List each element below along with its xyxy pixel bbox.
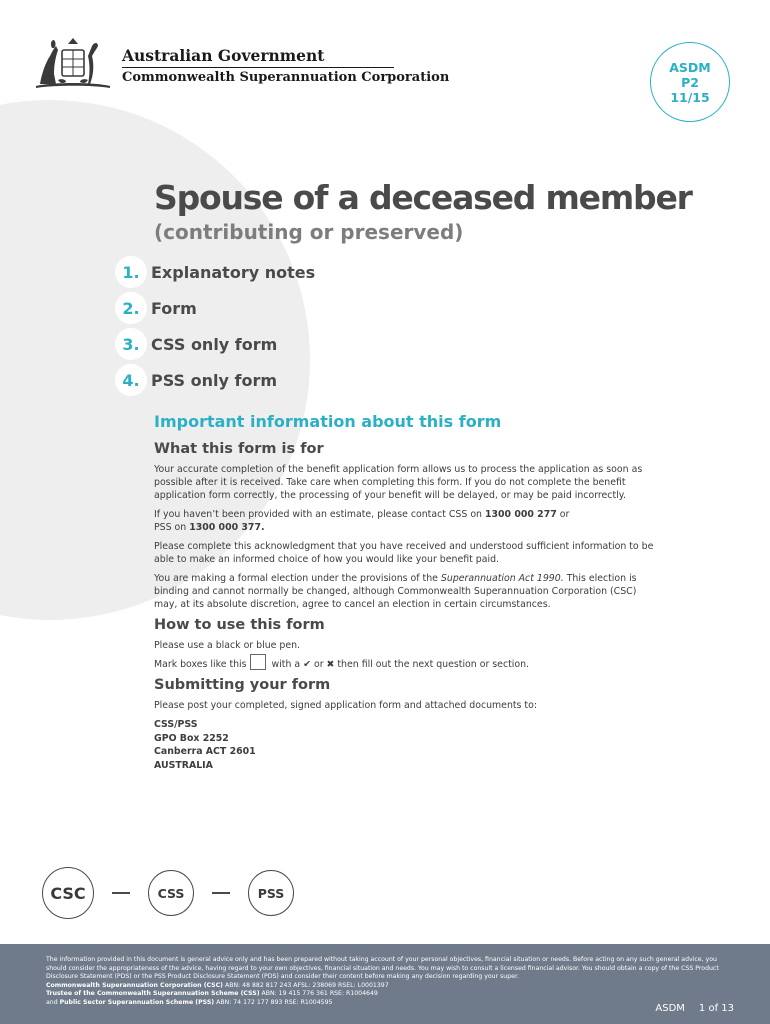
csc-legal-ids: ABN: 48 882 817 243 AFSL: 238069 RSEL: L0001397 — [223, 981, 389, 989]
footer-legal-csc — [46, 982, 724, 991]
acknowledgment-paragraph: Please complete this acknowledgment that you have received and understood sufficient information to be able to make an informed choice of how you would like your benefit paid. — [154, 541, 654, 565]
page-count: 1 of 13 — [698, 1003, 734, 1014]
contents-label: PSS only form — [151, 370, 278, 390]
footer — [0, 944, 770, 1024]
estimate-text-or: or — [556, 509, 570, 520]
logo-connector — [112, 892, 130, 894]
pen-instruction: Please use a black or blue pen. — [154, 640, 301, 651]
important-heading: Important information about this form — [154, 412, 502, 431]
pss-logo: PSS — [248, 870, 294, 916]
css-legal-ids: ABN: 19 415 776 361 RSE: R1004649 — [259, 990, 378, 998]
logo-connector — [212, 892, 230, 894]
page-subtitle: (contributing or preserved) — [154, 220, 464, 244]
mark-text-with: with a — [268, 659, 304, 670]
page-title: Spouse of a deceased member — [154, 178, 692, 217]
what-heading: What this form is for — [154, 441, 324, 457]
tick-icon: ✔ — [303, 659, 311, 670]
estimate-paragraph — [154, 508, 654, 534]
css-logo: CSS — [148, 870, 194, 916]
footer-legal-pss — [46, 999, 724, 1008]
contents-number: 3. — [115, 328, 147, 360]
csc-logo: CSC — [42, 867, 94, 919]
doc-code: ASDM — [655, 1003, 685, 1014]
estimate-text: If you haven’t been provided with an estimate, please contact CSS on — [154, 509, 485, 520]
scheme-logos — [42, 868, 294, 918]
submit-paragraph: Please post your completed, signed application form and attached documents to: — [154, 700, 537, 711]
contents-label: Explanatory notes — [151, 262, 316, 282]
election-paragraph — [154, 572, 654, 611]
address-line: GPO Box 2252 — [154, 732, 229, 744]
estimate-text-pss: PSS on — [154, 522, 190, 533]
badge-line-code: ASDM — [669, 59, 711, 75]
badge-line-part: P2 — [681, 74, 699, 90]
act-name: Superannuation Act 1990. — [440, 573, 564, 584]
mark-instruction — [154, 654, 654, 671]
cross-icon: ✖ — [326, 659, 335, 670]
important-information — [154, 412, 654, 772]
badge-line-date: 11/15 — [670, 89, 710, 105]
css-legal-name: Trustee of the Commonwealth Superannuation Scheme (CSS) — [46, 990, 260, 998]
contents-number: 4. — [115, 364, 147, 396]
address-line: AUSTRALIA — [154, 759, 213, 771]
election-text-rest: This election is binding and cannot normally be changed, although Commonwealth Superannuation Corporation (CSC) may, at its absolute discretion, agree to cancel an election in certain circumstances. — [154, 573, 637, 610]
contents-number: 1. — [115, 256, 147, 288]
pss-legal-name: Public Sector Superannuation Scheme (PSS) — [59, 998, 215, 1006]
csc-legal-name: Commonwealth Superannuation Corporation (CSC) — [46, 981, 224, 989]
coat-of-arms-icon — [32, 34, 114, 90]
contents-number: 2. — [115, 292, 147, 324]
government-title: Australian Government — [122, 46, 325, 65]
pss-legal-ids: ABN: 74 172 177 893 RSE: R1004595 — [214, 998, 333, 1006]
contents-item — [115, 362, 315, 398]
contents-item — [115, 290, 315, 326]
contents-label: Form — [151, 298, 197, 318]
address-line: Canberra ACT 2601 — [154, 746, 256, 757]
what-paragraph: Your accurate completion of the benefit application form allows us to process the application as soon as possible after it is received. Take care when completing this form. If you do not complete the benefit application form correctly, the processing of your benefit will be delayed, or may be paid incorrectly. — [154, 464, 643, 501]
how-heading: How to use this form — [154, 617, 325, 633]
mark-text-or: or — [310, 659, 327, 670]
form-code-badge — [650, 42, 730, 122]
postal-address — [154, 718, 654, 772]
header-divider — [122, 67, 394, 68]
election-text: You are making a formal election under the provisions of the — [154, 573, 441, 584]
css-phone: 1300 000 277 — [484, 509, 557, 520]
page-number — [655, 1003, 734, 1014]
pss-phone: 1300 000 377. — [189, 522, 265, 533]
submit-heading: Submitting your form — [154, 677, 331, 693]
footer-disclaimer: The information provided in this document is general advice only and has been prepared without taking account of your personal objectives, financial situation or needs. Before acting on any such general advice, you should consider the appropriateness of the advice, having regard to your own objectives, financial situation and needs. You may wish to consult a licensed financial advisor. You should obtain a copy of the CSS Product Disclosure Statement (PDS) or the PSS Product Disclosure Statement (PDS) and consider their content before making any decision regarding your super. — [46, 956, 719, 981]
mark-text: Mark boxes like this — [154, 659, 247, 670]
sample-checkbox — [250, 654, 266, 670]
contents-label: CSS only form — [151, 334, 278, 354]
contents-item — [115, 254, 315, 290]
mark-text-then: then fill out the next question or section. — [334, 659, 530, 670]
address-line: CSS/PSS — [154, 719, 198, 730]
footer-legal-css — [46, 990, 724, 999]
contents-list — [115, 254, 315, 398]
agency-name: Commonwealth Superannuation Corporation — [122, 70, 450, 85]
contents-item — [115, 326, 315, 362]
pss-legal-prefix: and — [46, 998, 60, 1006]
